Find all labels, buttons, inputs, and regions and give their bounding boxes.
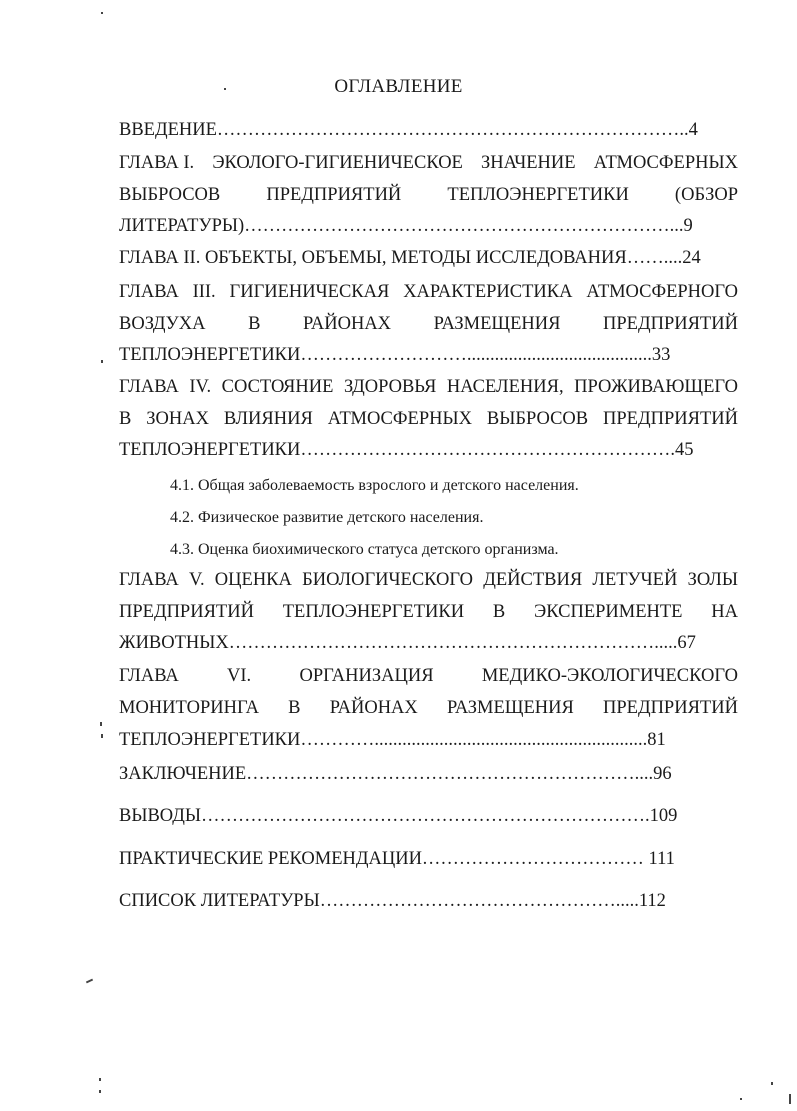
scan-speck xyxy=(86,979,93,984)
toc-ch4-line1 xyxy=(119,375,738,399)
toc-word: ВЫБРОСОВ xyxy=(486,409,589,429)
toc-word: НАСЕЛЕНИЯ, xyxy=(446,377,564,397)
toc-word: ВЛИЯНИЯ xyxy=(223,409,313,429)
toc-word: ЗНАЧЕНИЕ xyxy=(481,153,576,173)
toc-ch1-line1 xyxy=(119,151,738,175)
toc-word: IV. xyxy=(189,377,212,397)
toc-word: ДЕЙСТВИЯ xyxy=(483,570,583,590)
toc-ch2: ГЛАВА II. ОБЪЕКТЫ, ОБЪЕМЫ, МЕТОДЫ ИССЛЕДОВАНИЯ……....24 xyxy=(119,248,701,268)
toc-word: ГЛАВА xyxy=(119,282,179,302)
toc-sub-4-1: 4.1. Общая заболеваемость взрослого и детского населения. xyxy=(170,477,579,494)
toc-word: СОСТОЯНИЕ xyxy=(221,377,334,397)
toc-word: ГЛАВА I. xyxy=(119,153,195,173)
toc-word: НА xyxy=(711,602,738,622)
toc-word: В xyxy=(492,602,506,622)
toc-word: ОЦЕНКА xyxy=(214,570,292,590)
toc-ch4-line3: ТЕПЛОЭНЕРГЕТИКИ…………………………………………………….45 xyxy=(119,440,694,460)
toc-word: ПРЕДПРИЯТИЙ xyxy=(603,314,738,334)
toc-ch6-line1 xyxy=(119,664,738,688)
toc-word: ЗОНАХ xyxy=(146,409,209,429)
toc-word: ТЕПЛОЭНЕРГЕТИКИ xyxy=(282,602,465,622)
toc-conclusion: ЗАКЛЮЧЕНИЕ………………………………………………………....96 xyxy=(119,764,672,784)
toc-ch4-line2 xyxy=(119,407,738,431)
toc-word: ГИГИЕНИЧЕСКАЯ xyxy=(229,282,390,302)
toc-sub-4-3: 4.3. Оценка биохимического статуса детского организма. xyxy=(170,541,559,558)
toc-ch3-line2 xyxy=(119,312,738,336)
toc-word: ВЫБРОСОВ xyxy=(119,185,221,205)
toc-ch5-line3: ЖИВОТНЫХ…………………………………………………………….....67 xyxy=(119,633,696,653)
toc-word: БИОЛОГИЧЕСКОГО xyxy=(302,570,473,590)
scan-speck xyxy=(101,360,103,363)
toc-word: ПРЕДПРИЯТИЙ xyxy=(119,602,254,622)
toc-word: ОРГАНИЗАЦИЯ xyxy=(299,666,434,686)
toc-word: ПРЕДПРИЯТИЙ xyxy=(266,185,402,205)
toc-word: ЗДОРОВЬЯ xyxy=(343,377,437,397)
toc-findings: ВЫВОДЫ……………………………………………………………….109 xyxy=(119,806,678,826)
toc-word: ЛЕТУЧЕЙ xyxy=(592,570,678,590)
toc-word: АТМОСФЕРНЫХ xyxy=(327,409,472,429)
toc-ch6-line2 xyxy=(119,696,738,720)
scan-speck xyxy=(100,722,102,726)
toc-ch1-line3: ЛИТЕРАТУРЫ)……………………………………………………………...9 xyxy=(119,216,693,236)
toc-word: РАЗМЕЩЕНИЯ xyxy=(433,314,561,334)
toc-word: (ОБЗОР xyxy=(674,185,738,205)
scan-speck xyxy=(740,1098,742,1100)
toc-sub-4-2: 4.2. Физическое развитие детского населения. xyxy=(170,509,484,526)
toc-word: ГЛАВА xyxy=(119,377,179,397)
toc-ch5-line2 xyxy=(119,600,738,624)
toc-word: РАЗМЕЩЕНИЯ xyxy=(446,698,574,718)
toc-word: МЕДИКО-ЭКОЛОГИЧЕСКОГО xyxy=(481,666,738,686)
toc-word: ЭКСПЕРИМЕНТЕ xyxy=(534,602,683,622)
scan-speck xyxy=(99,1090,101,1093)
toc-ch5-line1 xyxy=(119,568,738,592)
toc-word: ЭКОЛОГО-ГИГИЕНИЧЕСКОЕ xyxy=(212,153,463,173)
toc-word: РАЙОНАХ xyxy=(302,314,392,334)
toc-word: ПРЕДПРИЯТИЙ xyxy=(603,698,738,718)
toc-word: АТМОСФЕРНОГО xyxy=(586,282,738,302)
toc-word: В xyxy=(288,698,301,718)
toc-ch3-line3: ТЕПЛОЭНЕРГЕТИКИ………………………........................................33 xyxy=(119,345,671,365)
toc-word: АТМОСФЕРНЫХ xyxy=(593,153,738,173)
toc-word: III. xyxy=(192,282,216,302)
toc-word: ТЕПЛОЭНЕРГЕТИКИ xyxy=(447,185,629,205)
scan-speck xyxy=(789,1094,791,1104)
scan-speck xyxy=(101,12,103,14)
toc-intro: ВВЕДЕНИЕ…………………………………………………………………..4 xyxy=(119,120,698,140)
toc-ch3-line1 xyxy=(119,280,738,304)
scan-speck xyxy=(101,734,103,738)
toc-recommendations: ПРАКТИЧЕСКИЕ РЕКОМЕНДАЦИИ……………………………… 111 xyxy=(119,849,675,869)
toc-word: МОНИТОРИНГА xyxy=(119,698,259,718)
toc-word: ВОЗДУХА xyxy=(119,314,206,334)
toc-word: VI. xyxy=(227,666,252,686)
toc-word: ХАРАКТЕРИСТИКА xyxy=(403,282,573,302)
toc-word: ПРЕДПРИЯТИЙ xyxy=(603,409,738,429)
toc-word: ГЛАВА xyxy=(119,570,179,590)
page-title: ОГЛАВЛЕНИЕ xyxy=(334,76,463,97)
toc-word: V. xyxy=(188,570,205,590)
toc-ch6-line3: ТЕПЛОЭНЕРГЕТИКИ…………...........................................................81 xyxy=(119,730,666,750)
toc-word: РАЙОНАХ xyxy=(329,698,418,718)
toc-ch1-line2 xyxy=(119,183,738,207)
toc-word: ПРОЖИВАЮЩЕГО xyxy=(574,377,738,397)
toc-word: В xyxy=(119,409,132,429)
toc-word: В xyxy=(248,314,261,334)
scan-speck xyxy=(224,88,226,90)
scan-speck xyxy=(99,1078,101,1081)
toc-word: ГЛАВА xyxy=(119,666,179,686)
scan-speck xyxy=(771,1082,773,1085)
toc-references: СПИСОК ЛИТЕРАТУРЫ………………………………………….....112 xyxy=(119,891,666,911)
toc-word: ЗОЛЫ xyxy=(687,570,738,590)
